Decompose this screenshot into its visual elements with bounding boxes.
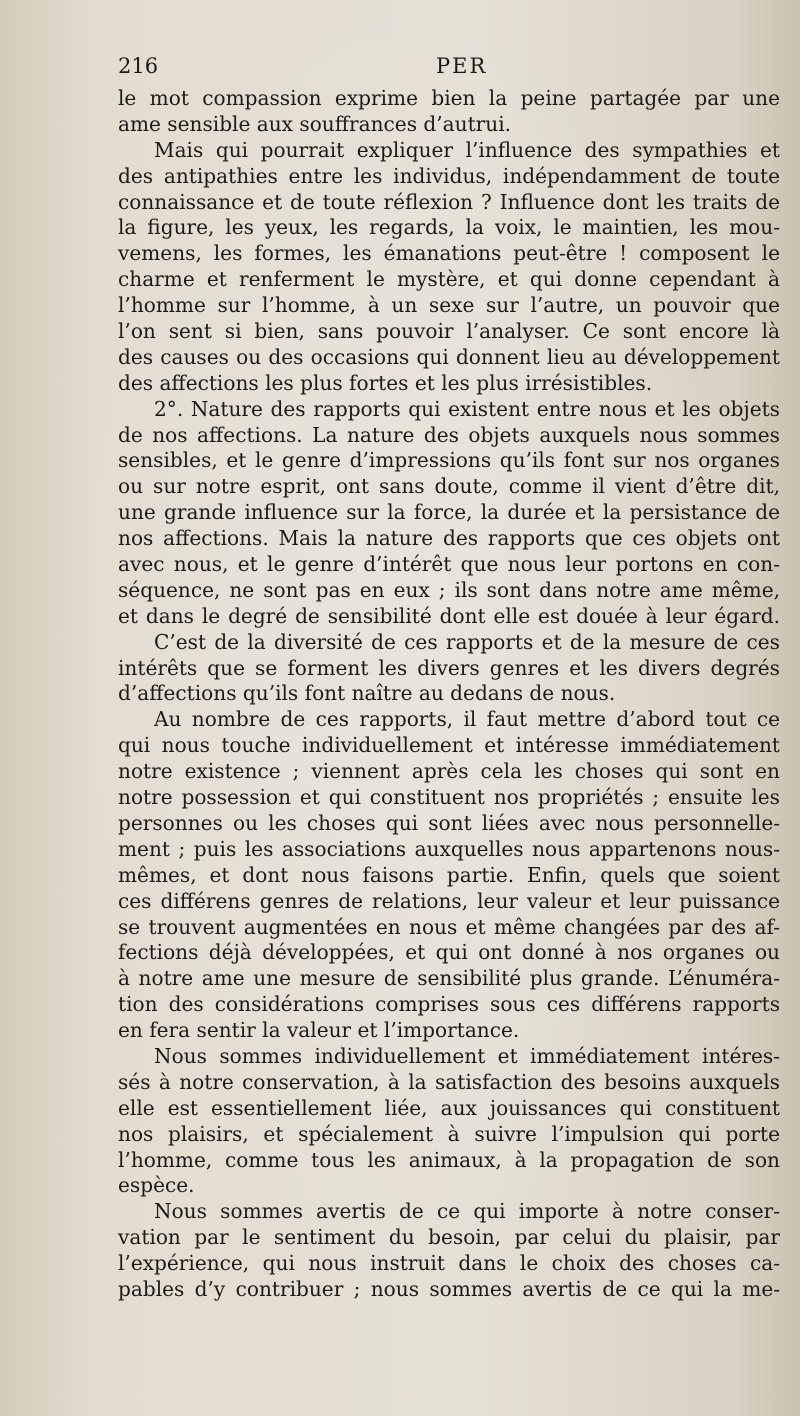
text-line: fections déjà développées, et qui ont donné à nos organes ou	[118, 940, 780, 965]
text-line: d’affections qu’ils font naître au dedans de nous.	[118, 681, 616, 706]
text-line: séquence, ne sont pas en eux ; ils sont dans notre ame même,	[118, 577, 780, 602]
text-line: ces différens genres de relations, leur valeur et leur puissance	[118, 888, 780, 913]
text-line: des antipathies entre les individus, indépendamment de toute	[118, 163, 780, 188]
text-line: C’est de la diversité de ces rapports et de la mesure de ces	[154, 629, 780, 654]
text-line: l’expérience, qui nous instruit dans le choix des choses ca-	[118, 1251, 780, 1276]
text-line: notre possession et qui constituent nos propriétés ; ensuite les	[118, 785, 780, 810]
text-line: des causes ou des occasions qui donnent lieu au développement	[118, 344, 780, 369]
text-line: avec nous, et le genre d’intérêt que nous leur portons en con-	[118, 552, 780, 577]
text-line: vation par le sentiment du besoin, par celui du plaisir, par	[118, 1225, 780, 1250]
text-line: l’homme, comme tous les animaux, à la propagation de son	[118, 1147, 780, 1172]
text-line: en fera sentir la valeur et l’importance.	[118, 1018, 520, 1043]
text-line: charme et renferment le mystère, et qui donne cependant à	[118, 267, 780, 292]
text-line: ame sensible aux souffrances d’autrui.	[118, 111, 512, 136]
text-line: l’on sent si bien, sans pouvoir l’analyser. Ce sont encore là	[118, 319, 780, 344]
text-line: intérêts que se forment les divers genres et les divers degrés	[118, 655, 780, 680]
text-line: personnes ou les choses qui sont liées avec nous personnelle-	[118, 810, 780, 835]
text-line: l’homme sur l’homme, à un sexe sur l’autre, un pouvoir que	[118, 293, 780, 318]
text-line: le mot compassion exprime bien la peine partagée par une	[118, 86, 780, 110]
page-header	[118, 54, 778, 84]
text-line: se trouvent augmentées en nous et même changées par des af-	[118, 914, 780, 939]
text-line: ou sur notre esprit, ont sans doute, comme il vient d’être dit,	[118, 474, 780, 499]
text-line: ment ; puis les associations auxquelles nous appartenons nous-	[118, 836, 780, 861]
text-line: espèce.	[118, 1173, 195, 1198]
text-line: et dans le degré de sensibilité dont elle est douée à leur égard.	[118, 603, 780, 628]
text-line: qui nous touche individuellement et intéresse immédiatement	[118, 733, 780, 758]
text-line: connaissance et de toute réflexion ? Influence dont les traits de	[118, 189, 780, 214]
text-line: Nous sommes individuellement et immédiatement intéres-	[154, 1043, 780, 1068]
text-line: elle est essentiellement liée, aux jouissances qui constituent	[118, 1095, 780, 1120]
text-line: Au nombre de ces rapports, il faut mettre d’abord tout ce	[154, 707, 780, 732]
text-line: nos affections. Mais la nature des rapports que ces objets ont	[118, 526, 780, 551]
body-text	[118, 86, 780, 1303]
text-line: des affections les plus fortes et les plus irrésistibles.	[118, 370, 653, 395]
text-line: une grande influence sur la force, la durée et la persistance de	[118, 500, 780, 525]
text-line: sensibles, et le genre d’impressions qu’ils font sur nos organes	[118, 448, 780, 473]
text-line: sés à notre conservation, à la satisfaction des besoins auxquels	[118, 1069, 780, 1094]
text-line: nos plaisirs, et spécialement à suivre l’impulsion qui porte	[118, 1121, 780, 1146]
text-line: Mais qui pourrait expliquer l’influence des sympathies et	[154, 137, 780, 162]
text-line: à notre ame une mesure de sensibilité plus grande. L’énuméra-	[118, 966, 780, 991]
text-line: la figure, les yeux, les regards, la voix, le maintien, les mou-	[118, 215, 780, 240]
text-line: 2°. Nature des rapports qui existent entre nous et les objets	[154, 396, 780, 421]
text-line: notre existence ; viennent après cela les choses qui sont en	[118, 759, 780, 784]
page-number: 216	[118, 54, 159, 78]
text-line: mêmes, et dont nous faisons partie. Enfin, quels que soient	[118, 862, 780, 887]
running-title: PER	[436, 54, 488, 78]
text-line: tion des considérations comprises sous ces différens rapports	[118, 992, 780, 1017]
text-line: pables d’y contribuer ; nous sommes avertis de ce qui la me-	[118, 1276, 780, 1301]
text-line: vemens, les formes, les émanations peut-être ! composent le	[118, 241, 780, 266]
text-line: Nous sommes avertis de ce qui importe à notre conser-	[154, 1199, 780, 1224]
text-line: de nos affections. La nature des objets auxquels nous sommes	[118, 422, 780, 447]
